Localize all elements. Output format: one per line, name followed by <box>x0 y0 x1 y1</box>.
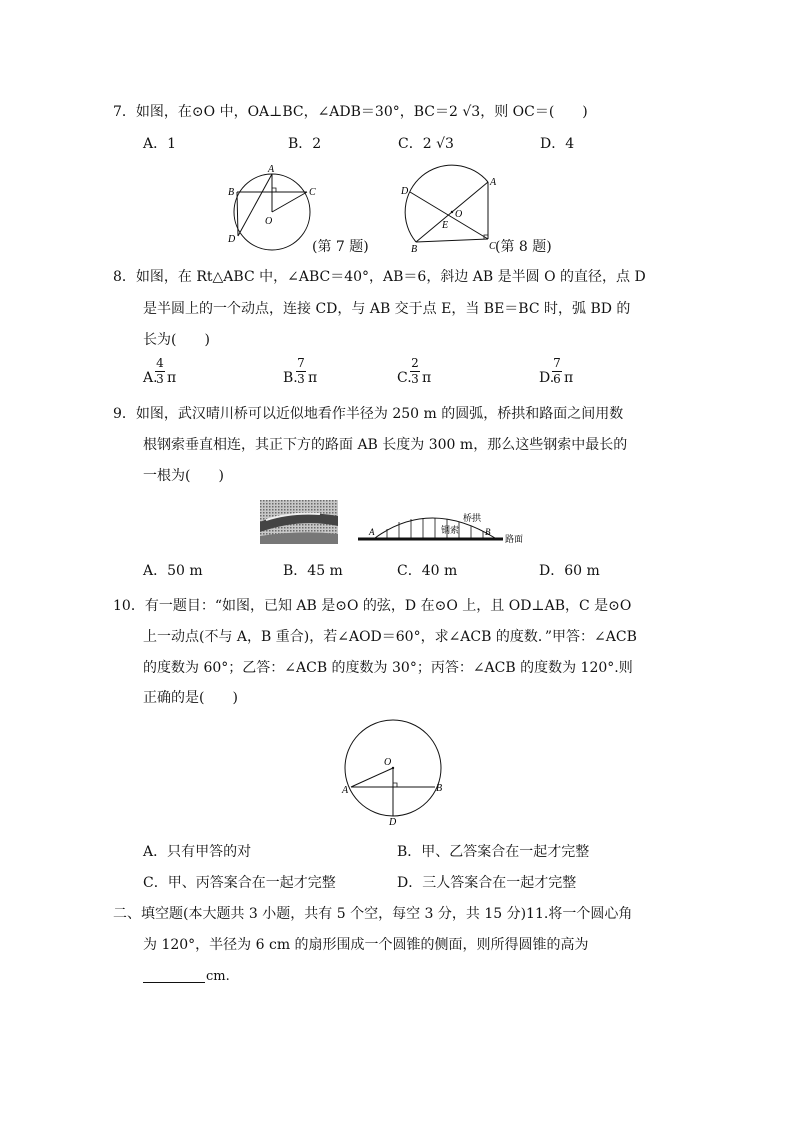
q7-label-c: C <box>309 187 316 198</box>
section2-line-1: 二、填空题(本大题共 3 小题，共有 5 个空，每空 3 分，共 15 分)11.将一个圆心角 <box>113 906 633 922</box>
q8-label-d: D <box>401 186 409 197</box>
q9-option-a: A．50 m <box>143 563 203 579</box>
q9-stem-line-2: 根钢索垂直相连，其正下方的路面 AB 长度为 300 m，那么这些钢索中最长的 <box>143 437 628 453</box>
q10-figure <box>337 712 453 826</box>
q10-option-a: A．只有甲答的对 <box>143 844 252 860</box>
q8-caption: (第 8 题) <box>495 239 552 255</box>
q8-option-a-num: 4 <box>156 356 164 370</box>
section2-line-2: 为 120°，半径为 6 cm 的扇形围成一个圆锥的侧面，则所得圆锥的高为 <box>143 937 589 953</box>
q10-label-b: B <box>436 783 443 794</box>
q9-stem-line-1: 9．如图，武汉晴川桥可以近似地看作半径为 250 m 的圆弧，桥拱和路面之间用数 <box>113 406 624 422</box>
q8-option-b-den: 3 <box>297 372 305 386</box>
q8-option-c-pi: π <box>422 370 432 386</box>
q10-label-a: A <box>342 785 349 796</box>
q10-option-c: C．甲、丙答案合在一起才完整 <box>143 875 336 891</box>
q10-label-d: D <box>389 817 397 826</box>
q7-figure <box>225 162 320 262</box>
q7-label-b: B <box>228 187 235 198</box>
q7-label-d: D <box>228 234 236 245</box>
q8-option-d-letter: D. <box>539 370 555 386</box>
q9-option-b: B．45 m <box>283 563 343 579</box>
q10-option-b: B．甲、乙答案合在一起才完整 <box>397 844 590 860</box>
q8-label-c: C <box>489 241 496 252</box>
q9-label-a: A <box>369 527 375 537</box>
q8-option-c-num: 2 <box>411 356 419 370</box>
q9-label-b: B <box>485 527 491 537</box>
q10-option-d: D．三人答案合在一起才完整 <box>397 875 577 891</box>
q8-option-c-letter: C. <box>397 370 412 386</box>
q7-option-d: D．4 <box>540 136 575 152</box>
q8-figure <box>398 162 503 254</box>
q8-option-b-num: 7 <box>297 356 305 370</box>
q8-option-b-letter: B. <box>283 370 298 386</box>
q8-stem-line-3: 长为( ) <box>143 332 210 348</box>
q9-stem-line-3: 一根为( ) <box>143 468 224 484</box>
q8-stem-line-1: 8．如图，在 Rt△ABC 中，∠ABC＝40°，AB＝6，斜边 AB 是半圆 O 的直径，点 D <box>113 269 646 285</box>
q8-label-e: E <box>442 220 449 231</box>
q8-option-d-num: 7 <box>553 356 561 370</box>
q9-label-cable: 钢索 <box>441 525 460 535</box>
q9-label-arch: 桥拱 <box>463 513 482 523</box>
q8-option-d-pi: π <box>564 370 574 386</box>
q8-option-a-pi: π <box>167 370 177 386</box>
q8-option-b-pi: π <box>308 370 318 386</box>
section2-line-3: cm. <box>206 969 230 984</box>
q10-stem-line-2: 上一动点(不与 A，B 重合)，若∠AOD＝60°，求∠ACB 的度数．”甲答：∠ACB <box>143 629 637 645</box>
q7-option-c: C．2 √3 <box>398 136 454 152</box>
q8-option-a-den: 3 <box>156 372 164 386</box>
q7-option-b: B．2 <box>288 136 322 152</box>
q8-stem-line-2: 是半圆上的一个动点，连接 CD，与 AB 交于点 E，当 BE＝BC 时，弧 BD 的 <box>143 301 631 317</box>
q8-option-a-letter: A. <box>143 370 158 386</box>
q7-caption: (第 7 题) <box>312 239 369 255</box>
q10-stem-line-3: 的度数为 60°；乙答：∠ACB 的度数为 30°；丙答：∠ACB 的度数为 120°.则 <box>143 660 633 676</box>
q11-answer-blank[interactable] <box>143 981 205 983</box>
q7-option-a: A．1 <box>143 136 177 152</box>
q7-label-a: A <box>268 164 275 175</box>
q8-label-o: O <box>455 209 463 220</box>
q10-stem-line-1: 10．有一题目：“如图，已知 AB 是⊙O 的弦，D 在⊙O 上，且 OD⊥AB，C 是⊙O <box>113 598 632 614</box>
q7-stem: 7．如图，在⊙O 中，OA⊥BC，∠ADB＝30°，BC＝2 √3，则 OC＝( ) <box>113 104 588 120</box>
q9-bridge-diagram <box>355 503 535 545</box>
q9-bridge-photo <box>260 500 338 544</box>
q8-label-a: A <box>490 177 497 188</box>
q9-label-road: 路面 <box>505 534 524 544</box>
q8-option-c-den: 3 <box>411 372 419 386</box>
q8-label-b: B <box>411 244 418 254</box>
q8-option-d-den: 6 <box>553 372 561 386</box>
q9-option-c: C．40 m <box>397 563 458 579</box>
q10-label-o: O <box>384 757 392 768</box>
q9-option-d: D．60 m <box>539 563 600 579</box>
q10-stem-line-4: 正确的是( ) <box>143 690 238 706</box>
q7-label-o: O <box>265 216 273 227</box>
